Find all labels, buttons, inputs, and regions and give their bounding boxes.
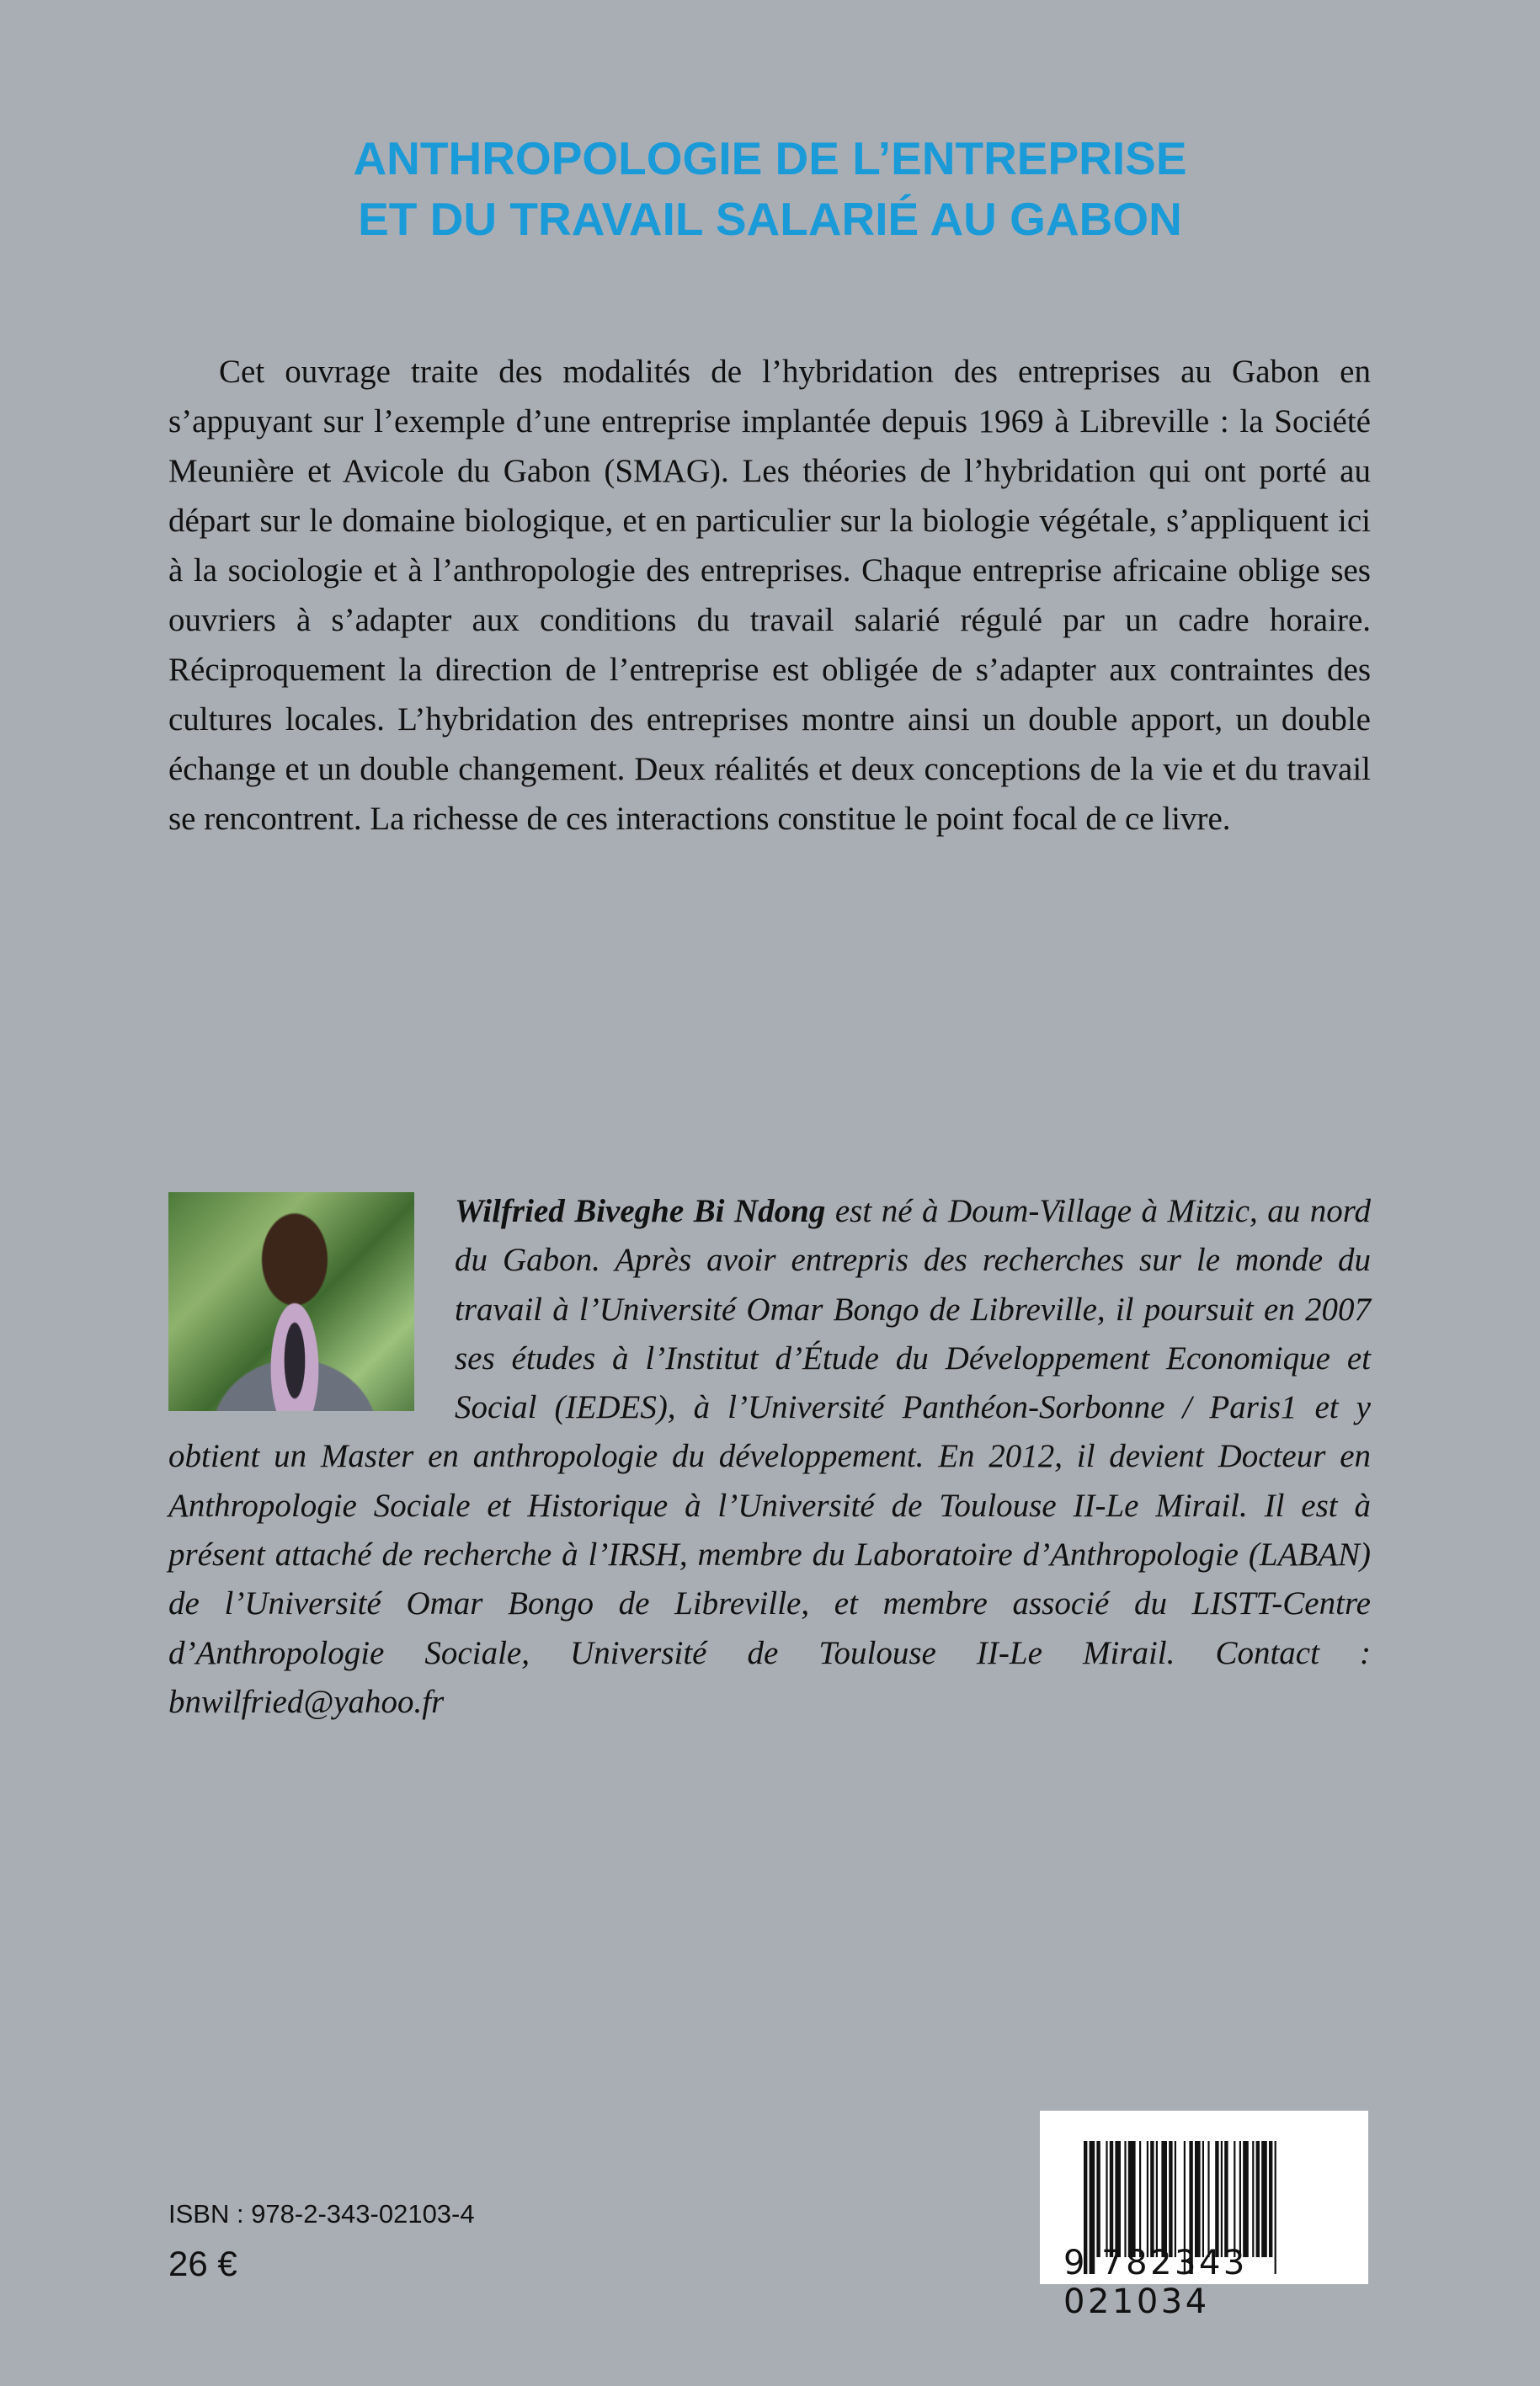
barcode-bar (1207, 2141, 1209, 2257)
barcode-bar (1106, 2141, 1107, 2257)
barcode-bar (1115, 2141, 1121, 2257)
barcode-bar (1221, 2141, 1223, 2257)
barcode-bar (1256, 2141, 1260, 2257)
barcode-bar (1269, 2141, 1272, 2257)
barcode-bar (1202, 2141, 1204, 2257)
barcode-bar (1252, 2141, 1254, 2257)
barcode-bar (1224, 2141, 1228, 2257)
barcode-bar (1161, 2141, 1167, 2257)
barcode-bar (1239, 2141, 1241, 2257)
barcode-bar (1124, 2141, 1126, 2257)
barcode (1040, 2111, 1368, 2321)
barcode-digits: 9 782343 021034 (1063, 2244, 1248, 2321)
barcode-bar (1096, 2141, 1100, 2257)
title-line-2: ET DU TRAVAIL SALARIÉ AU GABON (358, 193, 1182, 245)
barcode-bar (1234, 2141, 1235, 2257)
barcode-bar (1110, 2141, 1113, 2257)
barcode-bar (1175, 2141, 1176, 2257)
author-photo (168, 1192, 414, 1411)
barcode-bar (1243, 2141, 1249, 2257)
price: 26 € (168, 2244, 237, 2283)
barcode-bar (1261, 2141, 1267, 2257)
barcode-bar (1128, 2141, 1136, 2257)
barcode-bar (1150, 2141, 1154, 2257)
barcode-bar (1169, 2141, 1172, 2257)
title-line-1: ANTHROPOLOGIE DE L’ENTREPRISE (353, 132, 1187, 184)
book-title (0, 128, 1540, 249)
barcode-bar (1156, 2141, 1158, 2257)
barcode-bar (1139, 2141, 1141, 2257)
barcode-bar (1147, 2141, 1148, 2257)
author-bio-text: est né à Doum-Village à Mitzic, au nord du Gabon. Après avoir entrepris des recherches sur le monde du travail à l’Université Omar Bongo de Libreville, il poursuit en 2007 ses études à l’Institut d’Étude du Développement Economique et Social (IEDES), à l’Université Panthéon-Sorbonne / Paris1 et y obtient un Master en anthropologie du développement. En 2012, il devient Docteur en Anthropologie Sociale et Historique à l’Université de Toulouse II-Le Mirail. Il est à présent attaché de recherche à l’IRSH, membre du Laboratoire d’Anthropologie (LABAN) de l’Université Omar Bongo de Libreville, et membre associé du LISTT-Centre d’Anthropologie Sociale, Université de Toulouse II-Le Mirail. Contact : bnwilfried@yahoo.fr (168, 1193, 1371, 1720)
barcode-bar (1195, 2141, 1201, 2257)
author-name: Wilfried Biveghe Bi Ndong (455, 1193, 826, 1229)
book-summary: Cet ouvrage traite des modalités de l’hybridation des entreprises au Gabon en s’appuyant sur l’exemple d’une entreprise implantée depuis 1969 à Libreville : la Société Meunière et Avicole du Gabon (SMAG). Les théories de l’hybridation qui ont porté au départ sur le domaine biologique, et en particulier sur la biologie végétale, s’appliquent ici à la sociologie et à l’anthropologie des entreprises. Chaque entreprise africaine oblige ses ouvriers à s’adapter aux conditions du travail salarié régulé par un cadre horaire. Réciproquement la direction de l’entreprise est obligée de s’adapter aux contraintes des cultures locales. L’hybridation des entreprises montre ainsi un double apport, un double échange et un double changement. Deux réalités et deux conceptions de la vie et du travail se rencontrent. La richesse de ces interactions constitue le point focal de ce livre. (168, 354, 1371, 837)
isbn: ISBN : 978-2-343-02103-4 (168, 2199, 475, 2229)
author-bio (168, 1187, 1371, 1727)
barcode-bar (1215, 2141, 1218, 2257)
